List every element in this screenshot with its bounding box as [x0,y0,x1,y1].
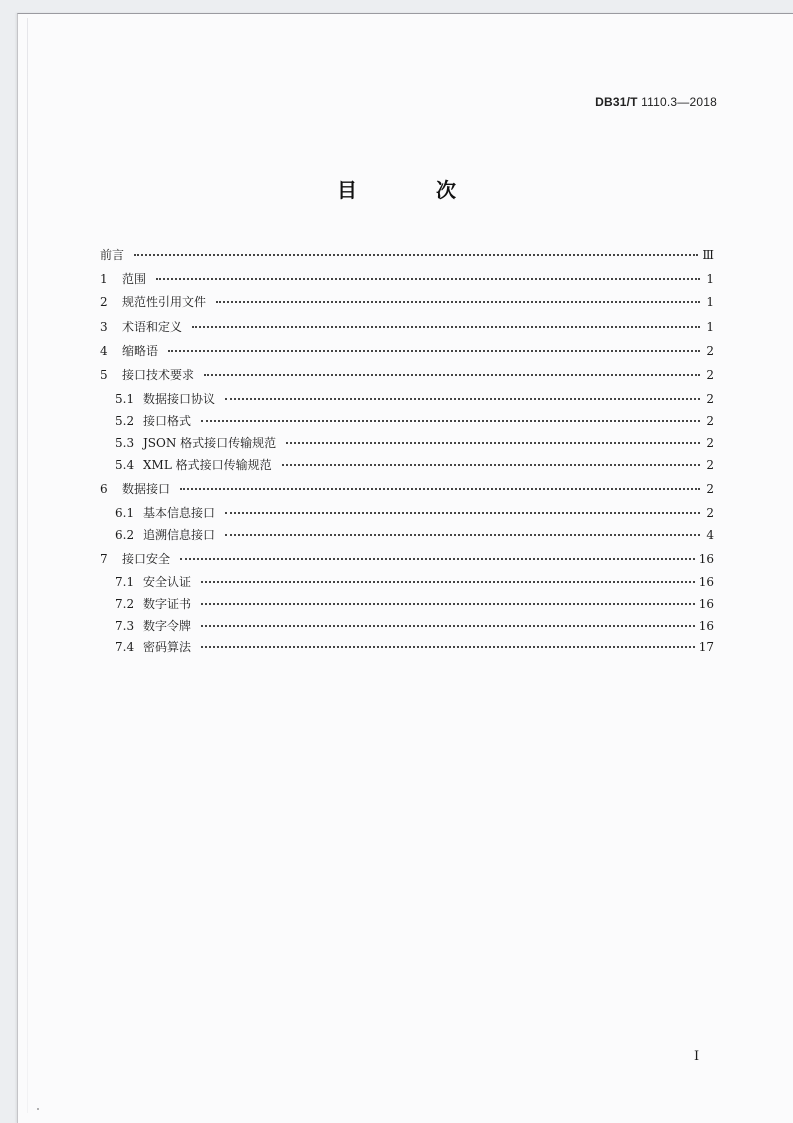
page-number: I [694,1049,700,1064]
toc-entry-page: 2 [706,392,714,406]
toc-entry-label: 数据接口 [122,482,171,496]
toc-leader-dots [201,419,700,422]
toc-entry[interactable] [115,595,714,613]
toc-entry-page: 2 [706,482,714,496]
toc-entry-number: 7.3 [115,619,135,633]
toc-entry-page: 2 [706,506,714,520]
toc-entry-page: 16 [698,619,714,633]
toc-entry-label: 接口技术要求 [122,368,195,382]
toc-leader-dots [225,533,700,536]
toc-entry-number: 5.3 [115,436,135,450]
toc-entry-page: 16 [698,597,714,611]
toc-entry-number: 5.1 [115,392,135,406]
standard-code-prefix: DB31/T [595,95,638,109]
standard-code [595,95,717,109]
toc-leader-dots [286,441,700,444]
toc-entry-number: 6.1 [115,506,135,520]
toc-leader-dots [216,300,700,303]
toc-entry-number: 6 [100,482,108,496]
toc-entry-page: Ⅲ [702,248,714,262]
paper-speck [37,1108,39,1110]
toc-entry-label: 数字令牌 [143,619,192,633]
toc-entry-page: 2 [706,458,714,472]
toc-entry-page: 2 [706,344,714,358]
toc-entry-number: 7.2 [115,597,135,611]
toc-entry-number: 6.2 [115,528,135,542]
toc-leader-dots [201,580,695,583]
toc-leader-dots [156,277,700,280]
toc-leader-dots [201,645,695,648]
toc-entry-number: 4 [100,344,108,358]
toc-entry-label: 追溯信息接口 [143,528,216,542]
toc-leader-dots [225,511,700,514]
toc-entry[interactable] [115,412,714,430]
toc-entry[interactable] [115,573,714,591]
toc-entry-label: JSON 格式接口传输规范 [143,436,277,450]
toc-entry-page: 17 [698,640,714,654]
toc-leader-dots [201,602,695,605]
toc-entry[interactable] [115,617,714,635]
toc-entry-page: 2 [706,436,714,450]
toc-entry-page: 16 [698,552,714,566]
toc-entry-number: 5.2 [115,414,135,428]
toc-entry-label: 基本信息接口 [143,506,216,520]
toc-entry[interactable] [115,526,714,544]
toc-entry-number: 7.4 [115,640,135,654]
toc-entry-label: XML 格式接口传输规范 [143,458,272,472]
toc-entry-number: 5.4 [115,458,135,472]
toc-entry[interactable] [100,550,714,568]
toc-entry[interactable] [115,390,714,408]
toc-entry[interactable] [100,366,714,384]
toc-entry-label: 数字证书 [143,597,192,611]
toc-entry-label: 范围 [122,272,147,286]
toc-entry-number: 3 [100,320,108,334]
toc-leader-dots [168,349,700,352]
toc-leader-dots [201,624,695,627]
toc-entry[interactable] [100,342,714,360]
toc-entry-label: 安全认证 [143,575,192,589]
toc-entry-page: 16 [698,575,714,589]
toc-entry-label: 前言 [100,248,125,262]
toc-entry-label: 缩略语 [122,344,159,358]
toc-entry-number: 7 [100,552,108,566]
toc-entry-number: 1 [100,272,108,286]
toc-entry-page: 1 [706,320,714,334]
toc-entry-label: 接口安全 [122,552,171,566]
toc-entry[interactable] [115,504,714,522]
toc-leader-dots [204,373,700,376]
toc-leader-dots [225,397,700,400]
toc-entry-page: 2 [706,414,714,428]
toc-entry[interactable] [100,246,714,264]
toc-title: 目 次 [337,178,492,202]
toc-entry-number: 7.1 [115,575,135,589]
toc-entry-number: 2 [100,295,108,309]
toc-entry-label: 数据接口协议 [143,392,216,406]
toc-entry-page: 4 [706,528,714,542]
toc-entry-label: 密码算法 [143,640,192,654]
toc-entry[interactable] [100,318,714,336]
standard-code-number: 1110.3—2018 [637,95,717,109]
toc-entry-label: 术语和定义 [122,320,183,334]
toc-entry[interactable] [100,270,714,288]
toc-entry-number: 5 [100,368,108,382]
toc-entry[interactable] [115,638,714,656]
toc-entry[interactable] [115,434,714,452]
toc-entry[interactable] [100,293,714,311]
toc-entry-label: 规范性引用文件 [122,295,207,309]
toc-leader-dots [134,253,698,256]
toc-leader-dots [192,325,700,328]
toc-leader-dots [282,463,700,466]
toc-entry[interactable] [115,456,714,474]
toc-entry-page: 1 [706,272,714,286]
toc-leader-dots [180,487,700,490]
toc-leader-dots [180,557,695,560]
toc-entry-page: 1 [706,295,714,309]
toc-entry-page: 2 [706,368,714,382]
toc-entry-label: 接口格式 [143,414,192,428]
toc-entry[interactable] [100,480,714,498]
